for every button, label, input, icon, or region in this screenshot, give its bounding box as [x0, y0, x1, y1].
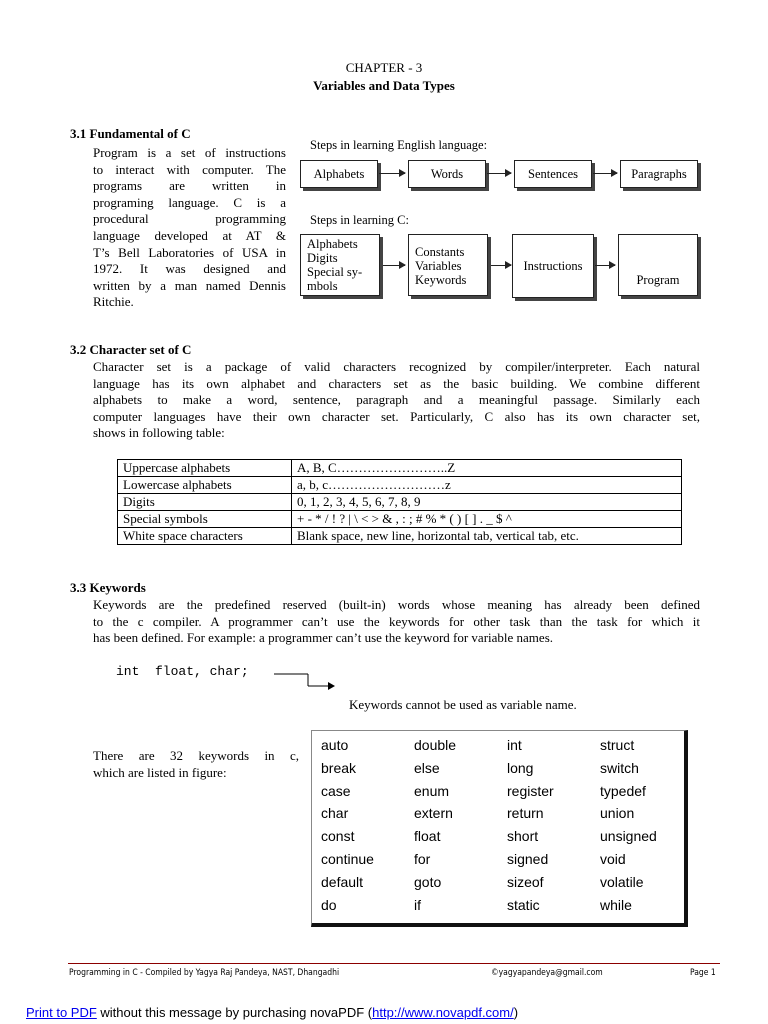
keyword-item: typedef: [600, 782, 646, 799]
arrow-icon: [383, 265, 405, 266]
table-row: Special symbols + - * / ! ? | \ < > & , : ; # % * ( ) [ ] . _ $ ^: [118, 511, 682, 528]
keyword-item: default: [321, 873, 364, 890]
keyword-item: for: [414, 850, 431, 867]
keyword-item: case: [321, 782, 351, 799]
keyword-item: signed: [507, 850, 549, 867]
english-step-words: Words: [408, 160, 486, 188]
keyword-item: long: [507, 759, 534, 776]
keyword-item: short: [507, 828, 539, 845]
section1-paragraph: Program is a set of instructions to interact with computer. The programs are written in programing language. C is a procedural programming language developed at AT & T’s Bell Laboratories of USA in 1972. It was designed and written by a man named Dennis Ritchie.: [93, 145, 286, 310]
table-row: Lowercase alphabets a, b, c………………………z: [118, 477, 682, 494]
english-steps-caption: Steps in learning English language:: [310, 138, 488, 152]
keyword-item: static: [507, 896, 540, 913]
footer-email: ©yagyapandeya@gmail.com: [491, 968, 603, 978]
keyword-item: enum: [414, 782, 450, 799]
english-step-alphabets: Alphabets: [300, 160, 378, 188]
keyword-item: register: [507, 782, 554, 799]
character-set-table: [117, 459, 682, 545]
keyword-item: continue: [321, 850, 374, 867]
keyword-item: void: [600, 850, 626, 867]
novapdf-notice: [26, 1005, 518, 1020]
arrow-icon: [379, 173, 405, 174]
arrow-icon: [487, 173, 511, 174]
keyword-item: int: [507, 737, 522, 753]
footer-page: Page 1: [690, 968, 716, 978]
keyword-item: float: [414, 828, 441, 845]
keyword-item: char: [321, 805, 349, 822]
table-row: Digits 0, 1, 2, 3, 4, 5, 6, 7, 8, 9: [118, 494, 682, 511]
keyword-item: volatile: [600, 873, 644, 890]
print-to-pdf-link[interactable]: Print to PDF: [26, 1005, 97, 1020]
english-step-paragraphs: Paragraphs: [620, 160, 698, 188]
footer-divider: [68, 963, 720, 964]
keyword-item: return: [507, 805, 544, 822]
footer-left: Programming in C - Compiled by Yagya Raj Pandeya, NAST, Dhangadhi: [69, 968, 340, 978]
section-heading-keywords: 3.3 Keywords: [70, 580, 146, 595]
keyword-item: if: [414, 896, 421, 913]
section-heading-character-set: 3.2 Character set of C: [70, 342, 192, 357]
chapter-label: CHAPTER - 3: [345, 60, 423, 75]
keyword-item: sizeof: [507, 873, 544, 890]
keyword-item: auto: [321, 737, 349, 753]
keywords-grid: [321, 737, 680, 919]
chapter-title: Variables and Data Types: [313, 78, 455, 93]
section3-paragraph: Keywords are the predefined reserved (built-in) words whose meaning has already been defined to the c compiler. A programmer can’t use the keywords for other task than the task for which it has been defined. For example: a programmer can’t use the keyword for variable names.: [93, 597, 700, 646]
table-row: Uppercase alphabets A, B, C……………………..Z: [118, 460, 682, 477]
arrow-icon: [491, 265, 511, 266]
c-steps-caption: Steps in learning C:: [310, 213, 409, 227]
keyword-item: break: [321, 759, 357, 776]
c-step-alphabets-digits-symbols: Alphabets Digits Special sy- mbols: [300, 234, 380, 296]
c-step-program: Program: [618, 234, 698, 296]
code-example: int float, char;: [116, 664, 249, 679]
keyword-item: switch: [600, 759, 639, 776]
keyword-item: double: [414, 737, 457, 753]
section2-paragraph: Character set is a package of valid characters recognized by compiler/interpreter. Each natural language has its own alphabet and characters set as the basic building. We combine different alphabets to make a word, sentence, paragraph and a meaningful passage. Similarly each computer languages have their own character set. Particularly, C also has its own character set, shows in following table:: [93, 359, 700, 441]
novapdf-text: without this message by purchasing novaPDF (: [96, 1005, 373, 1020]
novapdf-text-end: ): [513, 1005, 519, 1020]
c-step-instructions: Instructions: [512, 234, 594, 298]
keyword-item: union: [600, 805, 635, 822]
keyword-note: Keywords cannot be used as variable name.: [349, 697, 577, 712]
arrow-icon: [595, 265, 615, 266]
keyword-item: struct: [600, 737, 635, 753]
section-heading-fundamentals: 3.1 Fundamental of C: [70, 126, 191, 141]
c-step-constants-variables-keywords: Constants Variables Keywords: [408, 234, 488, 296]
keyword-item: extern: [414, 805, 453, 822]
learning-steps-diagram: [298, 134, 708, 328]
novapdf-url-link[interactable]: http://www.novapdf.com/: [372, 1005, 514, 1020]
keyword-item: const: [321, 828, 355, 845]
keyword-item: while: [600, 896, 632, 913]
keyword-item: unsigned: [600, 828, 657, 845]
keyword-count-text: There are 32 keywords in c, which are listed in figure:: [93, 748, 299, 780]
bent-arrow-icon: [274, 668, 336, 694]
english-step-sentences: Sentences: [514, 160, 592, 188]
keyword-item: do: [321, 896, 337, 913]
keyword-item: goto: [414, 873, 442, 890]
arrow-icon: [593, 173, 617, 174]
keywords-figure: [311, 730, 688, 927]
keyword-item: else: [414, 759, 440, 776]
table-row: White space characters Blank space, new line, horizontal tab, vertical tab, etc.: [118, 528, 682, 545]
